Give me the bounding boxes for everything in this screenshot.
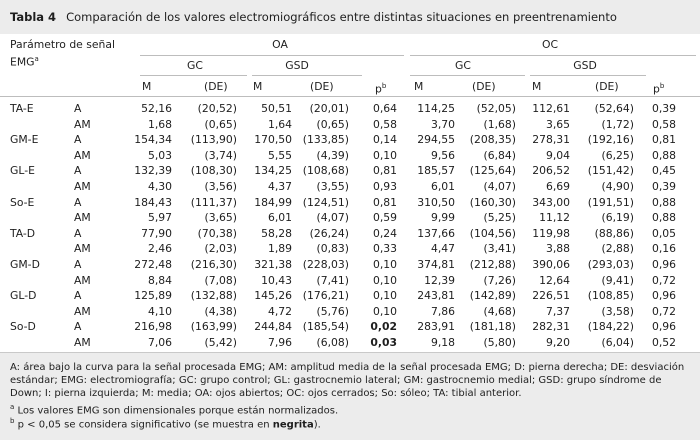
table-cell: 226,51 [532, 289, 570, 303]
table-cell: 114,25 [417, 102, 455, 115]
table-cell: (113,90) [190, 133, 237, 147]
m-header: M [532, 80, 542, 93]
data-table [0, 34, 700, 352]
table-cell: (20,01) [309, 102, 349, 115]
table-cell: (2,03) [204, 242, 237, 256]
table-cell: (4,38) [204, 304, 237, 318]
param-label: TA-D [10, 226, 36, 240]
param-header-2: EMG$^a$ [10, 55, 39, 69]
table-cell: (52,64) [594, 102, 634, 115]
table-cell: (176,21) [302, 289, 349, 303]
table-cell: 0,14 [372, 133, 397, 147]
table-cell: 0,45 [651, 164, 676, 178]
table-cell: 154,34 [134, 133, 172, 147]
table-cell: (163,99) [190, 320, 237, 334]
measure-label: AM [74, 180, 91, 193]
table-cell: 6,01 [267, 211, 292, 225]
table-cell: (5,80) [483, 336, 516, 349]
footnotes [0, 352, 700, 440]
table-cell: 0,93 [372, 180, 397, 193]
table-cell: (4,07) [483, 180, 516, 193]
measure-label: A [74, 258, 82, 271]
table-cell: 0,81 [372, 164, 397, 178]
measure-label: AM [74, 148, 91, 162]
measure-label: A [74, 320, 82, 334]
table-cell: (7,26) [483, 273, 516, 287]
table-cell: 2,46 [147, 242, 172, 256]
table-cell: 0,64 [372, 102, 397, 115]
table-cell: (5,76) [316, 304, 349, 318]
table-cell: 132,39 [134, 164, 172, 178]
table-cell: 390,06 [532, 258, 570, 271]
table-cell: 0,39 [651, 102, 676, 115]
footnote-b: $^b$ p < 0,05 se considera significativo (se muestra en negrita). [10, 417, 321, 431]
table-cell: (3,55) [316, 180, 349, 193]
table-cell: 5,03 [147, 148, 172, 162]
table-cell: (160,30) [469, 195, 516, 209]
table-cell: (181,18) [469, 320, 516, 334]
table-cell: 1,68 [147, 117, 172, 131]
table-cell: 137,66 [417, 226, 455, 240]
table-cell: 50,51 [261, 102, 292, 115]
table-cell: 134,25 [254, 164, 292, 178]
table-cell: (6,84) [483, 148, 516, 162]
de-header: (DE) [310, 80, 334, 93]
gsd-header-oc: GSD [573, 59, 597, 72]
table-cell: 1,89 [267, 242, 292, 256]
gc-header-oa: GC [187, 59, 203, 72]
table-cell: (1,68) [483, 117, 516, 131]
table-cell: (3,74) [204, 148, 237, 162]
table-cell: 244,84 [254, 320, 292, 334]
table-cell: 4,10 [147, 304, 172, 318]
table-cell: (9,41) [601, 273, 634, 287]
table-cell: (7,41) [316, 273, 349, 287]
footnote-abbrev-2: estándar; EMG: electromiografía; GC: grupo control; GL: gastrocnemio lateral; GM: gastrocnemio medial; GSD: grupo síndrome de [10, 375, 662, 386]
table-cell: (228,03) [302, 258, 349, 271]
oc-header: OC [541, 38, 559, 51]
table-cell: (6,19) [601, 211, 634, 225]
table-cell: (3,56) [204, 180, 237, 193]
table-cell: 278,31 [532, 133, 570, 147]
table-cell: 0,72 [651, 273, 676, 287]
gsd-rule-oc [530, 75, 646, 76]
measure-label: A [74, 289, 82, 303]
table-cell: 0,96 [651, 258, 676, 271]
de-header: (DE) [595, 80, 619, 93]
table-cell: 0,05 [651, 226, 676, 240]
table-cell: 145,26 [254, 289, 292, 303]
table-cell: 0,81 [372, 195, 397, 209]
de-header: (DE) [204, 80, 228, 93]
table-cell: (52,05) [476, 102, 516, 115]
table-cell: 58,28 [261, 226, 292, 240]
table-cell: 184,99 [254, 195, 292, 209]
gc-rule-oc [410, 75, 525, 76]
table-cell: (108,85) [587, 289, 634, 303]
table-cell: 343,00 [532, 195, 570, 209]
table-cell: 310,50 [417, 195, 455, 209]
gc-rule-oa [140, 75, 247, 76]
table-cell: 77,90 [141, 226, 172, 240]
param-label: TA-E [10, 102, 34, 115]
table-cell: (6,25) [601, 148, 634, 162]
table-cell: 9,18 [430, 336, 455, 349]
table-cell: 0,81 [651, 133, 676, 147]
table-cell: 283,91 [417, 320, 455, 334]
table-cell: (185,54) [302, 320, 349, 334]
table-cell: (184,22) [587, 320, 634, 334]
footnote-abbrev-3: Down; I: pierna izquierda; M: media; OA: ojos abiertos; OC: ojos cerrados; So: sóleo; TA: tibial anterior. [10, 388, 522, 399]
param-label: GM-D [10, 258, 40, 271]
measure-label: AM [74, 242, 91, 256]
table-cell: (108,68) [302, 164, 349, 178]
table-cell: (192,16) [587, 133, 634, 147]
table-cell: (151,42) [587, 164, 634, 178]
table-cell: (124,51) [302, 195, 349, 209]
param-label: So-E [10, 195, 35, 209]
table-cell: (88,86) [594, 226, 634, 240]
table-cell: 0,88 [651, 211, 676, 225]
table-cell: (20,52) [197, 102, 237, 115]
table-cell: 0,52 [651, 336, 676, 349]
table-cell: 0,72 [651, 304, 676, 318]
measure-label: A [74, 164, 82, 178]
table-cell: (4,07) [316, 211, 349, 225]
table-cell: 5,55 [267, 148, 292, 162]
m-header: M [253, 80, 263, 93]
table-cell: 374,81 [417, 258, 455, 271]
table-cell: (191,51) [587, 195, 634, 209]
table-cell: 9,04 [545, 148, 570, 162]
title-bar [0, 0, 700, 35]
footnote-abbrev-1: A: área bajo la curva para la señal procesada EMG; AM: amplitud media de la señal procesada EMG; D: pierna derecha; DE: desviación [10, 362, 685, 373]
table-cell: (4,68) [483, 304, 516, 318]
footnote-a: $^a$ Los valores EMG son dimensionales porque están normalizados. [10, 403, 339, 417]
table-cell: 8,84 [147, 273, 172, 287]
table-cell: 0,96 [651, 320, 676, 334]
p-header: $p^b$ [375, 82, 387, 96]
table-cell: 4,72 [267, 304, 292, 318]
table-cell: 11,12 [539, 211, 570, 225]
table-cell: 206,52 [532, 164, 570, 178]
table-cell: (5,25) [483, 211, 516, 225]
table-cell: (208,35) [469, 133, 516, 147]
table-cell: 0,88 [651, 195, 676, 209]
oc-rule [410, 55, 696, 56]
table-cell: (111,37) [190, 195, 237, 209]
table-cell: 294,55 [417, 133, 455, 147]
table-cell: 119,98 [532, 226, 570, 240]
table-caption: Comparación de los valores electromiográficos entre distintas situaciones en preentrenamiento [66, 10, 617, 24]
gsd-header-oa: GSD [285, 59, 309, 72]
table-cell: (5,42) [204, 336, 237, 349]
table-cell: 321,38 [254, 258, 292, 271]
table-cell: 125,89 [134, 289, 172, 303]
gc-header-oc: GC [455, 59, 471, 72]
param-label: GM-E [10, 133, 39, 147]
measure-label: A [74, 133, 82, 147]
param-label: So-D [10, 320, 36, 334]
table-cell: 7,37 [545, 304, 570, 318]
table-cell: 4,37 [267, 180, 292, 193]
oa-rule [140, 55, 404, 56]
table-cell: (212,88) [469, 258, 516, 271]
table-cell: 112,61 [532, 102, 570, 115]
table-cell: (0,65) [204, 117, 237, 131]
table-cell: (3,65) [204, 211, 237, 225]
measure-label: A [74, 226, 82, 240]
table-cell: 3,70 [430, 117, 455, 131]
table-cell: 0,10 [372, 273, 397, 287]
table-cell: 0,58 [372, 117, 397, 131]
measure-label: A [74, 102, 82, 115]
table-cell: (132,88) [190, 289, 237, 303]
p-header: $p^b$ [653, 82, 665, 96]
gsd-rule-oa [252, 75, 362, 76]
measure-label: AM [74, 336, 91, 349]
table-cell: (125,64) [469, 164, 516, 178]
param-label: GL-E [10, 164, 35, 178]
table-cell: 0,10 [372, 289, 397, 303]
table-cell: 0,10 [372, 258, 397, 271]
measure-label: A [74, 195, 82, 209]
table-cell: 0,10 [372, 148, 397, 162]
table-cell: 3,88 [545, 242, 570, 256]
table-cell: (108,30) [190, 164, 237, 178]
table-cell: 3,65 [545, 117, 570, 131]
table-cell: 4,47 [430, 242, 455, 256]
table-cell: 216,98 [134, 320, 172, 334]
table-cell: 6,69 [545, 180, 570, 193]
table-cell: 9,20 [545, 336, 570, 349]
table-cell: 4,30 [147, 180, 172, 193]
table-cell: 6,01 [430, 180, 455, 193]
table-cell: 52,16 [141, 102, 172, 115]
table-cell: 185,57 [417, 164, 455, 178]
table-cell: 0,33 [372, 242, 397, 256]
table-cell: (0,83) [316, 242, 349, 256]
table-cell: 9,99 [430, 211, 455, 225]
param-label: GL-D [10, 289, 37, 303]
table-cell: 12,39 [424, 273, 455, 287]
table-cell: 0,96 [651, 289, 676, 303]
table-cell: (0,65) [316, 117, 349, 131]
table-cell: (142,89) [469, 289, 516, 303]
table-cell: (70,38) [197, 226, 237, 240]
table-cell: 243,81 [417, 289, 455, 303]
m-header: M [142, 80, 152, 93]
table-cell: 0,59 [372, 211, 397, 225]
table-cell: 7,86 [430, 304, 455, 318]
table-cell: 282,31 [532, 320, 570, 334]
table-cell: (4,90) [601, 180, 634, 193]
table-cell: (26,24) [309, 226, 349, 240]
measure-label: AM [74, 211, 91, 225]
header-rule [0, 96, 700, 97]
table-cell: 1,64 [267, 117, 292, 131]
table-cell: 9,56 [430, 148, 455, 162]
table-cell: 170,50 [254, 133, 292, 147]
measure-label: AM [74, 304, 91, 318]
table-cell: (6,04) [601, 336, 634, 349]
table-cell: 0,03 [370, 336, 397, 349]
table-cell: 0,88 [651, 148, 676, 162]
table-cell: 10,43 [261, 273, 292, 287]
table-cell: 5,97 [147, 211, 172, 225]
table-title [10, 10, 617, 24]
table-cell: (1,72) [601, 117, 634, 131]
table-cell: (133,85) [302, 133, 349, 147]
m-header: M [414, 80, 424, 93]
table-cell: 0,16 [651, 242, 676, 256]
table-cell: (2,88) [601, 242, 634, 256]
measure-label: AM [74, 117, 91, 131]
table-cell: (4,39) [316, 148, 349, 162]
param-header: Parámetro de señal [10, 38, 115, 51]
table-cell: 0,02 [370, 320, 397, 334]
table-cell: 184,43 [134, 195, 172, 209]
table-number: Tabla 4 [10, 10, 57, 24]
table-cell: 7,06 [147, 336, 172, 349]
oa-header: OA [272, 38, 288, 51]
table-cell: 7,96 [267, 336, 292, 349]
table-cell: 0,10 [372, 304, 397, 318]
table-cell: 0,24 [372, 226, 397, 240]
table-cell: (293,03) [587, 258, 634, 271]
table-cell: (6,08) [316, 336, 349, 349]
table-cell: (104,56) [469, 226, 516, 240]
table-cell: 0,58 [651, 117, 676, 131]
table-cell: 272,48 [134, 258, 172, 271]
table-cell: 0,39 [651, 180, 676, 193]
table-cell: (3,41) [483, 242, 516, 256]
de-header: (DE) [472, 80, 496, 93]
table-cell: (7,08) [204, 273, 237, 287]
table-cell: 12,64 [539, 273, 570, 287]
table-cell: (216,30) [190, 258, 237, 271]
table-cell: (3,58) [601, 304, 634, 318]
measure-label: AM [74, 273, 91, 287]
